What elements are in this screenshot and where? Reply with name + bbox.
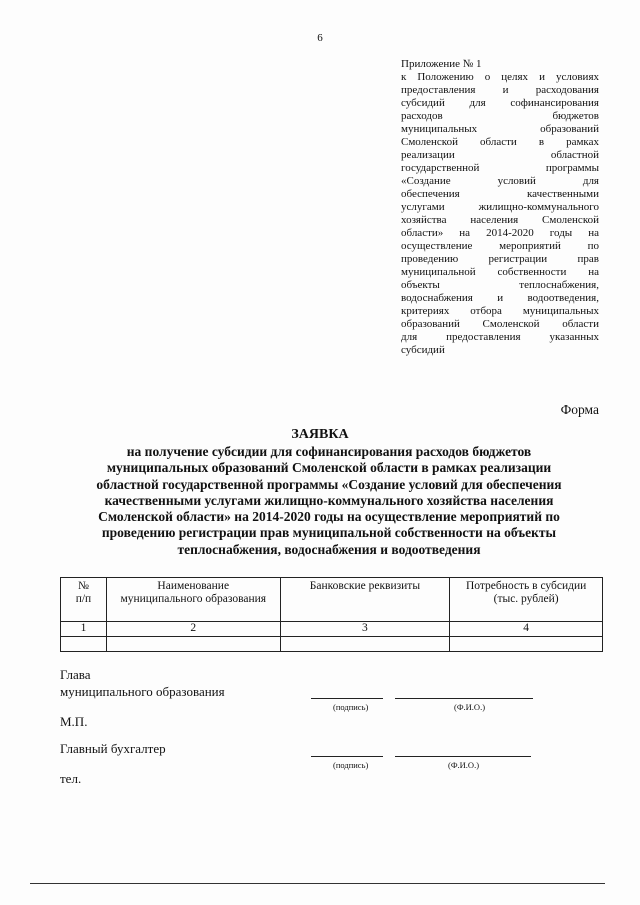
- appendix-line: субсидий: [401, 344, 445, 356]
- table-cell[interactable]: [450, 637, 603, 652]
- subtitle-line: муниципальных образований Смоленской области в рамках реализации: [106, 460, 552, 476]
- table-cell[interactable]: [106, 637, 280, 652]
- appendix-line: расходов бюджетов: [401, 110, 599, 122]
- table-cell[interactable]: [61, 637, 107, 652]
- appendix-line: Смоленской области в рамках: [401, 136, 599, 148]
- accountant-signature-line[interactable]: [311, 756, 383, 757]
- header-subsidy-need: Потребность в субсидии (тыс. рублей): [450, 578, 603, 622]
- appendix-line: государственной программы: [401, 162, 599, 174]
- head-title: Глава: [60, 667, 91, 682]
- appendix-line: водоснабжения и водоотведения,: [401, 292, 599, 304]
- table-header-row: [61, 578, 603, 622]
- table-row: [61, 637, 603, 652]
- appendix-line: предоставления и расходования: [401, 84, 599, 96]
- appendix-line: критериях отбора муниципальных: [401, 305, 599, 317]
- table-cell: 2: [106, 622, 280, 637]
- appendix-heading: Приложение № 1: [401, 58, 482, 70]
- appendix-line: осуществление мероприятий по: [401, 240, 599, 252]
- appendix-text: [401, 71, 599, 357]
- appendix-line: «Создание условий для: [401, 175, 599, 187]
- header-bank-details: Банковские реквизиты: [280, 578, 450, 622]
- subtitle-line: Смоленской области» на 2014-2020 годы на осуществление мероприятий по: [98, 509, 560, 525]
- appendix-line: объекты теплоснабжения,: [401, 279, 599, 291]
- table-cell[interactable]: [280, 637, 450, 652]
- header-municipality: Наименование муниципального образования: [106, 578, 280, 622]
- accountant-title: Главный бухгалтер: [60, 741, 166, 756]
- table-cell: 3: [280, 622, 450, 637]
- appendix-line: области» на 2014-2020 годы на: [401, 227, 599, 239]
- phone-label: тел.: [60, 771, 82, 786]
- head-name-line[interactable]: [395, 698, 533, 699]
- head-signature-line[interactable]: [311, 698, 383, 699]
- head-signature-caption: (подпись): [333, 702, 369, 712]
- head-name-caption: (Ф.И.О.): [454, 702, 486, 712]
- appendix-block: [401, 58, 599, 357]
- form-label: Форма: [560, 402, 599, 417]
- appendix-line: для предоставления указанных: [401, 331, 599, 343]
- subtitle-line: проведению регистрации прав муниципальной собственности на объекты: [101, 525, 557, 541]
- table-cell: 1: [61, 622, 107, 637]
- appendix-line: обеспечения качественными: [401, 188, 599, 200]
- appendix-line: образований Смоленской области: [401, 318, 599, 330]
- page-number: 6: [317, 32, 323, 44]
- document-title: ЗАЯВКА: [291, 427, 349, 442]
- stamp-placeholder: М.П.: [60, 714, 88, 729]
- appendix-line: проведению регистрации прав: [401, 253, 599, 265]
- accountant-signature-caption: (подпись): [333, 760, 369, 770]
- appendix-line: к Положению о целях и условиях: [401, 71, 599, 83]
- application-table: [60, 577, 603, 652]
- page-bottom-rule: [30, 883, 605, 884]
- subtitle-line: на получение субсидии для софинансирования расходов бюджетов: [126, 444, 532, 459]
- header-number: № п/п: [61, 578, 107, 622]
- appendix-line: услугами жилищно-коммунального: [401, 201, 599, 213]
- appendix-line: муниципальной собственности на: [401, 266, 599, 278]
- table-number-row: [61, 622, 603, 637]
- head-subtitle: муниципального образования: [60, 684, 225, 699]
- appendix-line: субсидий для софинансирования: [401, 97, 599, 109]
- table-cell: 4: [450, 622, 603, 637]
- appendix-line: хозяйства населения Смоленской: [401, 214, 599, 226]
- document-subtitle: [56, 444, 602, 558]
- appendix-line: реализации областной: [401, 149, 599, 161]
- accountant-name-line[interactable]: [395, 756, 531, 757]
- appendix-line: муниципальных образований: [401, 123, 599, 135]
- subtitle-line: качественными услугами жилищно-коммунального хозяйства населения: [104, 492, 554, 508]
- subtitle-line: областной государственной программы «Создание условий для обеспечения: [96, 476, 562, 492]
- accountant-name-caption: (Ф.И.О.): [448, 760, 480, 770]
- subtitle-line: теплоснабжения, водоснабжения и водоотведения: [177, 541, 481, 557]
